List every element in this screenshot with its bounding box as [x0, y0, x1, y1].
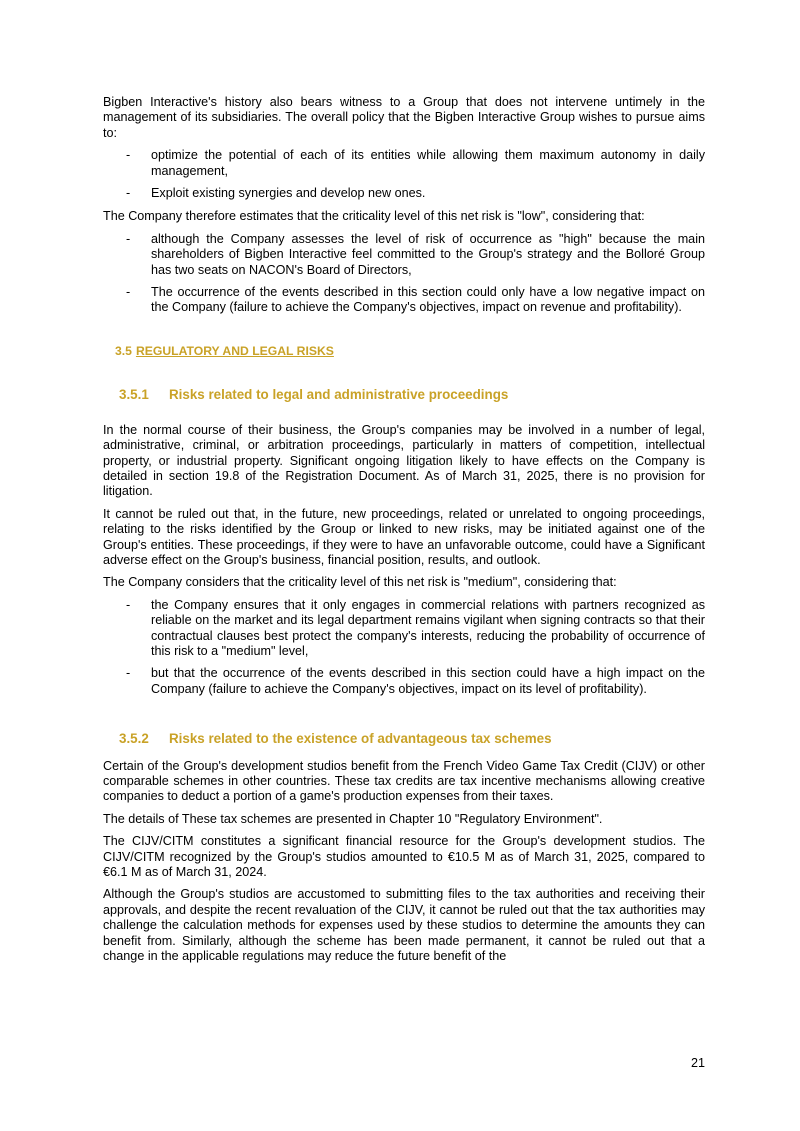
- list-item: [103, 186, 705, 201]
- paragraph: Certain of the Group's development studios benefit from the French Video Game Tax Credit (CIJV) or other comparable schemes in other countries. These tax credits are tax incentive mechanisms allowing creative companies to deduct a portion of a game's production expenses from their taxes.: [103, 758, 705, 804]
- subsection-number: 3.5.1: [119, 387, 149, 403]
- list-item-text: the Company ensures that it only engages in commercial relations with partners recognized as reliable on the market and its legal department remains vigilant when signing contracts so that their contractual clauses best protect the company's interests, reducing the probability of occurrence of this risk to a "medium" level,: [151, 597, 705, 658]
- dash-bullet: -: [126, 148, 131, 163]
- subsection-heading-3-5-1: [119, 387, 705, 402]
- dash-bullet: -: [126, 186, 131, 201]
- page-content: [103, 95, 705, 971]
- subsection-title: Risks related to legal and administrative proceedings: [169, 387, 509, 403]
- list-item: [103, 285, 705, 316]
- list-item: [103, 598, 705, 660]
- paragraph: It cannot be ruled out that, in the future, new proceedings, related or unrelated to ongoing proceedings, relating to the risks identified by the Group or linked to new risks, may be initiated against one of the Group's entities. These proceedings, if they were to have an unfavorable outcome, could have a Significant adverse effect on the Group's business, financial position, results, and outlook.: [103, 506, 705, 567]
- subsection-number: 3.5.2: [119, 731, 149, 747]
- intro-bullet-list: [103, 148, 705, 201]
- intro-paragraph: Bigben Interactive's history also bears witness to a Group that does not intervene untimely in the management of its subsidiaries. The overall policy that the Bigben Interactive Group wishes to pursue aims to:: [103, 95, 705, 140]
- list-item-text: optimize the potential of each of its entities while allowing them maximum autonomy in daily management,: [151, 148, 705, 178]
- paragraph: In the normal course of their business, the Group's companies may be involved in a number of legal, administrative, criminal, or arbitration proceedings, particularly in matters of competition, intellectual property, or industrial property. Significant ongoing litigation likely to have effects on the Company is detailed in section 19.8 of the Registration Document. As of March 31, 2025, there is no provision for litigation.: [103, 422, 705, 499]
- legal-risk-bullet-list: [103, 598, 705, 697]
- list-item-text: although the Company assesses the level of risk of occurrence as "high" because the main shareholders of Bigben Interactive feel committed to the Group's strategy and the Bolloré Group has two seats on NACON's Board of Directors,: [151, 231, 705, 277]
- dash-bullet: -: [126, 285, 131, 300]
- page-number: 21: [690, 1056, 705, 1070]
- paragraph: The details of These tax schemes are presented in Chapter 10 "Regulatory Environment".: [103, 811, 603, 826]
- subsection-heading-3-5-2: [119, 731, 705, 746]
- dash-bullet: -: [126, 597, 131, 612]
- section-title-link[interactable]: REGULATORY AND LEGAL RISKS: [135, 343, 334, 358]
- list-item-text: Exploit existing synergies and develop new ones.: [151, 186, 426, 201]
- section-number: 3.5: [115, 343, 132, 358]
- paragraph: Although the Group's studios are accustomed to submitting files to the tax authorities and receiving their approvals, and despite the recent revaluation of the CIJV, it cannot be ruled out that the tax authorities may challenge the calculation methods for expenses used by these studios to determine the amounts they can benefit from. Similarly, although the scheme has been made permanent, it cannot be ruled out that a change in the applicable regulations may reduce the future benefit of the: [103, 887, 705, 964]
- subsection-title: Risks related to the existence of advantageous tax schemes: [169, 731, 552, 747]
- list-item-text: but that the occurrence of the events described in this section could have a high impact on the Company (failure to achieve the Company's objectives, impact on its level of profitability).: [151, 666, 705, 696]
- list-item: [103, 232, 705, 278]
- criticality-paragraph: The Company therefore estimates that the criticality level of this net risk is "low", considering that:: [103, 209, 645, 224]
- dash-bullet: -: [126, 231, 131, 246]
- section-heading-3-5: [115, 344, 705, 359]
- criticality-bullet-list: [103, 232, 705, 316]
- paragraph: The Company considers that the criticality level of this net risk is "medium", considering that:: [103, 575, 617, 590]
- paragraph: The CIJV/CITM constitutes a significant financial resource for the Group's development studios. The CIJV/CITM recognized by the Group's studios amounted to €10.5 M as of March 31, 2025, compared to €6.1 M as of March 31, 2024.: [103, 834, 705, 880]
- dash-bullet: -: [126, 666, 131, 681]
- list-item: [103, 666, 705, 697]
- list-item-text: The occurrence of the events described in this section could only have a low negative impact on the Company (failure to achieve the Company's objectives, impact on revenue and profitability).: [151, 285, 705, 315]
- list-item: [103, 148, 705, 179]
